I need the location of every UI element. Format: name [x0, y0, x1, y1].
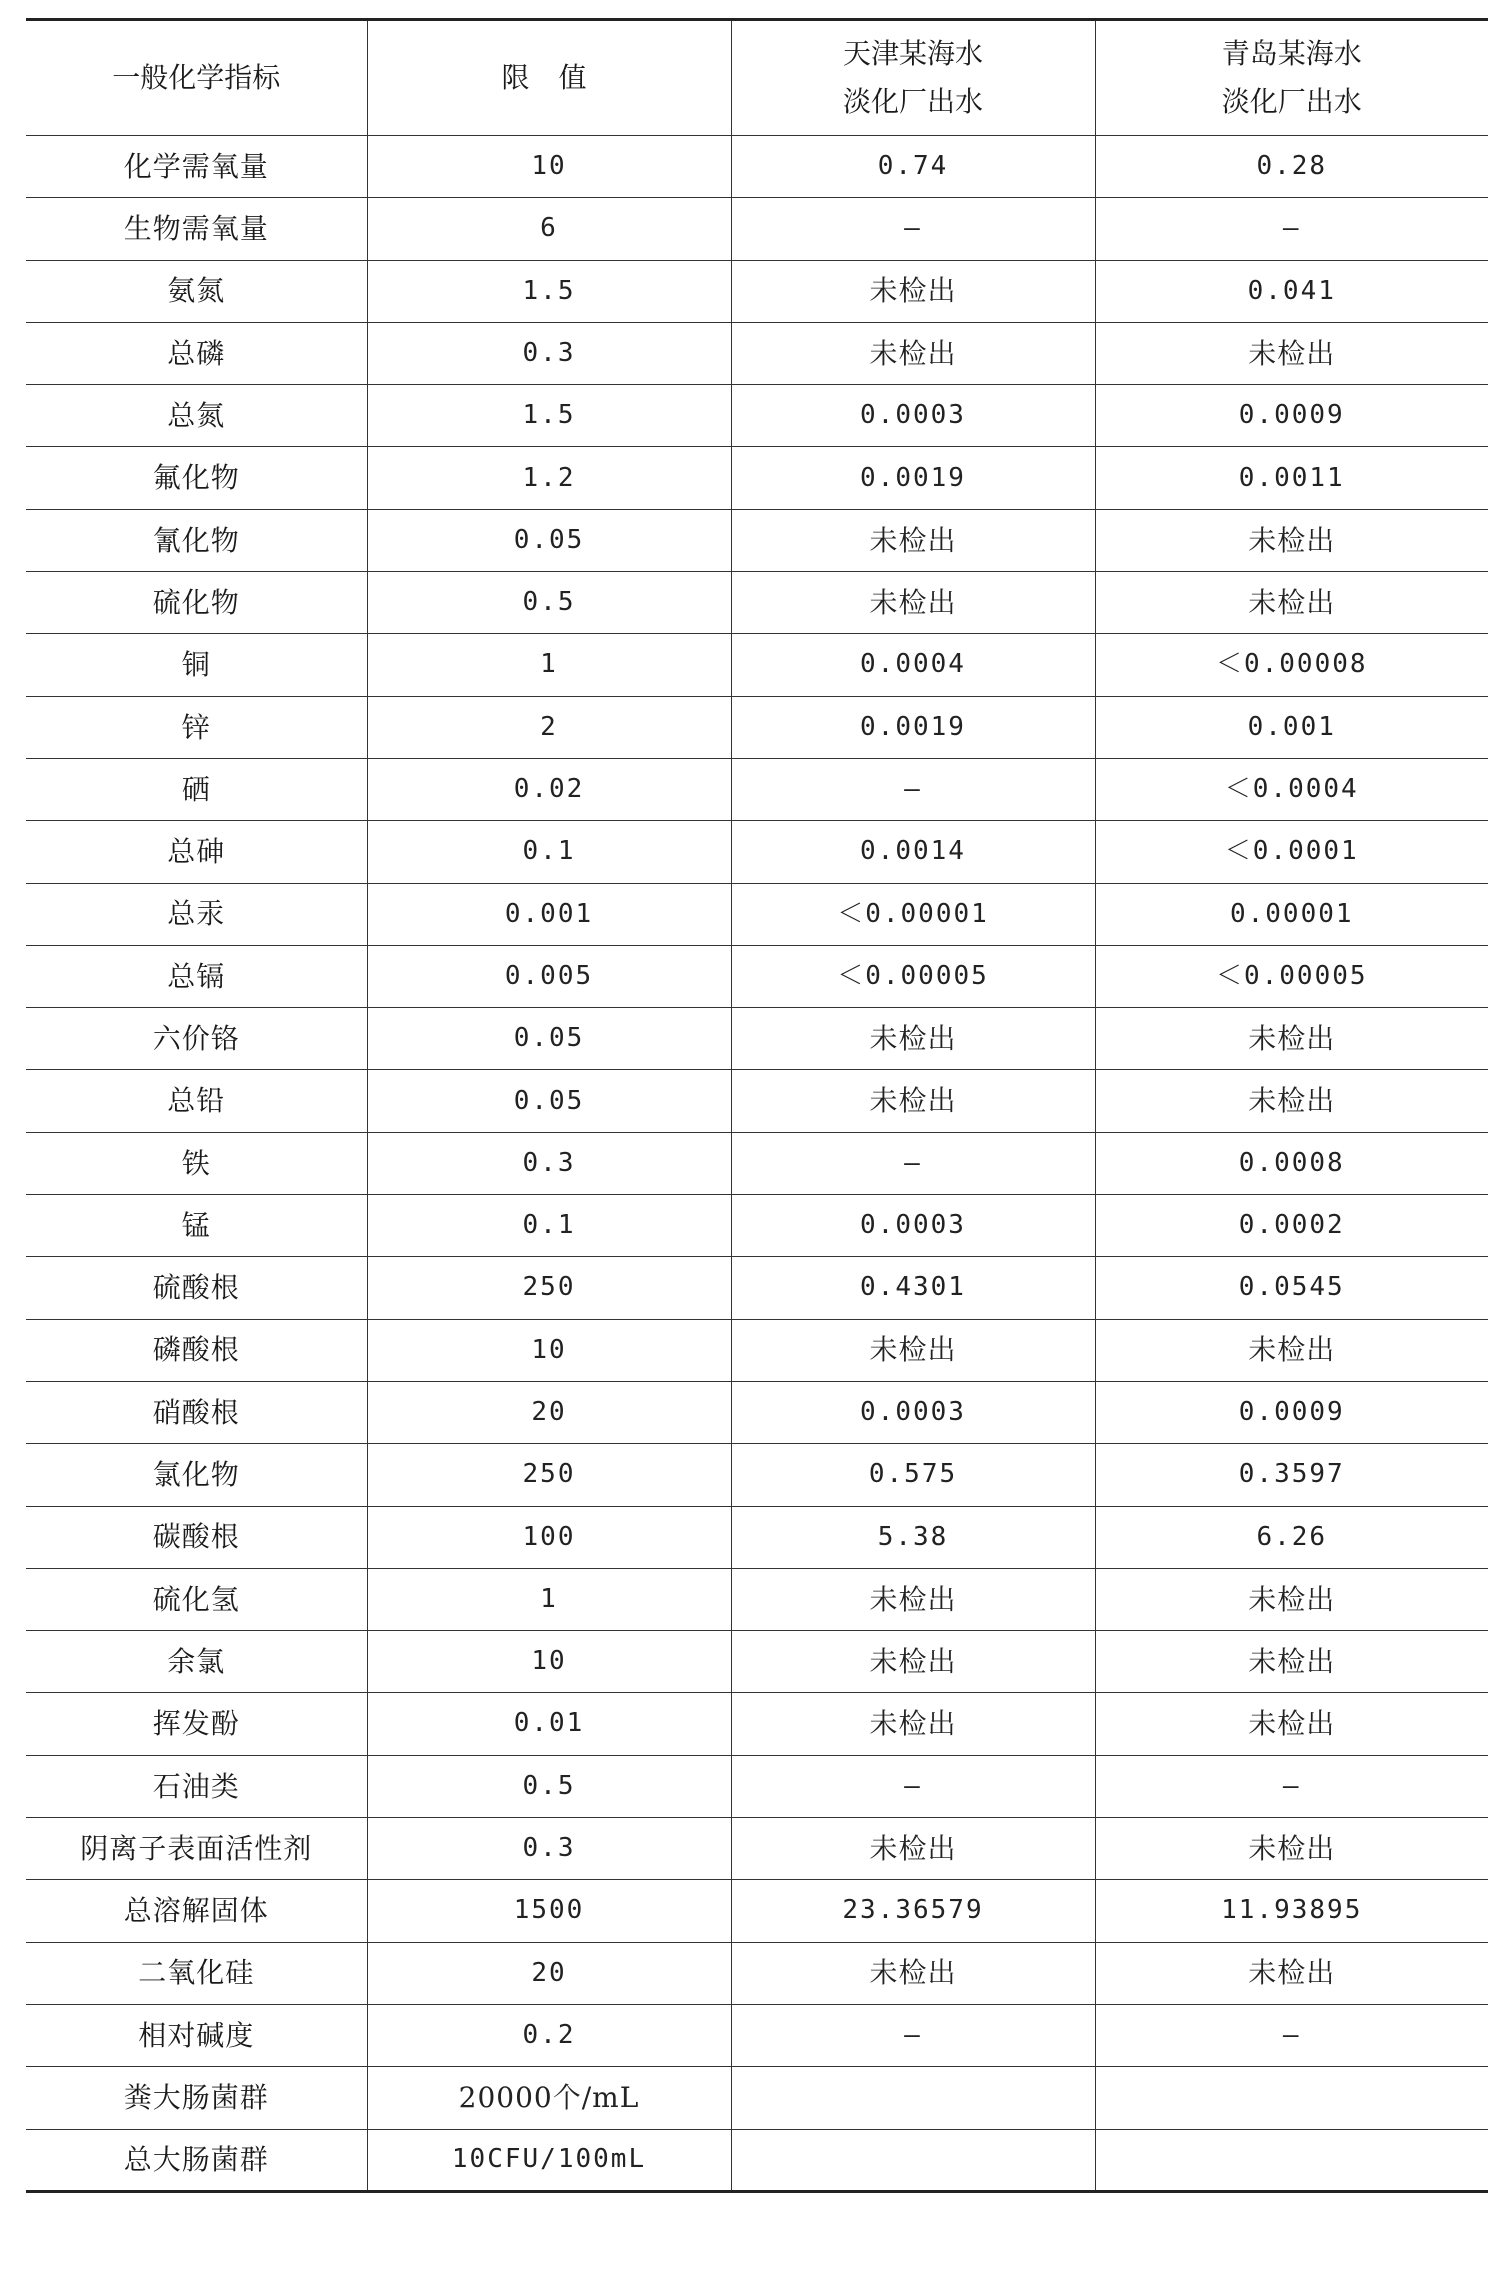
- tianjin-value-cell: 0.74: [731, 136, 1095, 198]
- indicator-name-cell: 铜: [26, 634, 367, 696]
- indicator-name-cell: 硝酸根: [26, 1381, 367, 1443]
- qingdao-value-cell: 未检出: [1095, 1319, 1488, 1381]
- qingdao-value-cell: ＜0.00008: [1095, 634, 1488, 696]
- tianjin-value-cell: ＜0.00001: [731, 883, 1095, 945]
- table-row: [26, 385, 1488, 447]
- table-body: [26, 136, 1488, 2192]
- limit-value-cell: 0.1: [367, 821, 731, 883]
- qingdao-value-cell: ＜0.0001: [1095, 821, 1488, 883]
- qingdao-value-cell: 11.93895: [1095, 1880, 1488, 1942]
- tianjin-value-cell: 未检出: [731, 1008, 1095, 1070]
- table-header: [26, 20, 1488, 136]
- indicator-name-cell: 化学需氧量: [26, 136, 367, 198]
- limit-value-cell: 20000个/mL: [367, 2067, 731, 2129]
- limit-value-cell: 20: [367, 1381, 731, 1443]
- tianjin-value-cell: 0.0004: [731, 634, 1095, 696]
- limit-value-cell: 0.05: [367, 1070, 731, 1132]
- qingdao-value-cell: 0.0008: [1095, 1132, 1488, 1194]
- indicator-name-cell: 碳酸根: [26, 1506, 367, 1568]
- header-qingdao-line1: 青岛某海水: [1221, 37, 1362, 70]
- tianjin-value-cell: 未检出: [731, 1693, 1095, 1755]
- tianjin-value-cell: 0.0014: [731, 821, 1095, 883]
- indicator-name-cell: 氯化物: [26, 1444, 367, 1506]
- indicator-name-cell: 二氧化硅: [26, 1942, 367, 2004]
- indicator-name-cell: 铁: [26, 1132, 367, 1194]
- indicator-name-cell: 总磷: [26, 322, 367, 384]
- table-row: [26, 1444, 1488, 1506]
- header-tianjin-line2: 淡化厂出水: [842, 85, 983, 118]
- qingdao-value-cell: 0.00001: [1095, 883, 1488, 945]
- indicator-name-cell: 锰: [26, 1195, 367, 1257]
- limit-value-cell: 0.1: [367, 1195, 731, 1257]
- limit-value-cell: 0.5: [367, 1755, 731, 1817]
- qingdao-value-cell: ＜0.0004: [1095, 758, 1488, 820]
- header-qingdao-line2: 淡化厂出水: [1221, 85, 1362, 118]
- qingdao-value-cell: 未检出: [1095, 1942, 1488, 2004]
- limit-value-cell: 1.2: [367, 447, 731, 509]
- table-row: [26, 2129, 1488, 2191]
- limit-value-cell: 0.3: [367, 1818, 731, 1880]
- qingdao-value-cell: 0.0009: [1095, 1381, 1488, 1443]
- limit-value-cell: 20: [367, 1942, 731, 2004]
- limit-value-cell: 0.02: [367, 758, 731, 820]
- water-quality-table-container: [26, 18, 1488, 2193]
- tianjin-value-cell: 未检出: [731, 572, 1095, 634]
- limit-value-cell: 10CFU/100mL: [367, 2129, 731, 2191]
- qingdao-value-cell: 0.001: [1095, 696, 1488, 758]
- tianjin-value-cell: 未检出: [731, 322, 1095, 384]
- limit-value-cell: 1.5: [367, 385, 731, 447]
- limit-value-cell: 10: [367, 1319, 731, 1381]
- qingdao-value-cell: 未检出: [1095, 1693, 1488, 1755]
- indicator-name-cell: 总氮: [26, 385, 367, 447]
- qingdao-value-cell: 未检出: [1095, 1568, 1488, 1630]
- indicator-name-cell: 总铅: [26, 1070, 367, 1132]
- qingdao-value-cell: ＜0.00005: [1095, 945, 1488, 1007]
- tianjin-value-cell: 未检出: [731, 1942, 1095, 2004]
- qingdao-value-cell: 0.3597: [1095, 1444, 1488, 1506]
- tianjin-value-cell: 未检出: [731, 1568, 1095, 1630]
- indicator-name-cell: 六价铬: [26, 1008, 367, 1070]
- indicator-name-cell: 总汞: [26, 883, 367, 945]
- header-indicator-label: 一般化学指标: [112, 61, 281, 94]
- limit-value-cell: 0.5: [367, 572, 731, 634]
- limit-value-cell: 0.3: [367, 322, 731, 384]
- indicator-name-cell: 氟化物: [26, 447, 367, 509]
- indicator-name-cell: 总砷: [26, 821, 367, 883]
- limit-value-cell: 1: [367, 1568, 731, 1630]
- limit-value-cell: 250: [367, 1444, 731, 1506]
- table-row: [26, 634, 1488, 696]
- tianjin-value-cell: [731, 2129, 1095, 2191]
- table-row: [26, 1195, 1488, 1257]
- header-limit: [367, 20, 731, 136]
- tianjin-value-cell: 0.0019: [731, 696, 1095, 758]
- qingdao-value-cell: 未检出: [1095, 1070, 1488, 1132]
- indicator-name-cell: 氰化物: [26, 509, 367, 571]
- table-row: [26, 1755, 1488, 1817]
- qingdao-value-cell: 未检出: [1095, 1818, 1488, 1880]
- table-row: [26, 1381, 1488, 1443]
- indicator-name-cell: 硫酸根: [26, 1257, 367, 1319]
- tianjin-value-cell: [731, 2067, 1095, 2129]
- table-row: [26, 1631, 1488, 1693]
- qingdao-value-cell: —: [1095, 198, 1488, 260]
- header-row: [26, 20, 1488, 136]
- limit-value-cell: 0.3: [367, 1132, 731, 1194]
- table-row: [26, 1506, 1488, 1568]
- limit-value-cell: 250: [367, 1257, 731, 1319]
- tianjin-value-cell: 0.0003: [731, 1381, 1095, 1443]
- indicator-name-cell: 总溶解固体: [26, 1880, 367, 1942]
- header-qingdao: [1095, 20, 1488, 136]
- tianjin-value-cell: 5.38: [731, 1506, 1095, 1568]
- table-row: [26, 2004, 1488, 2066]
- qingdao-value-cell: —: [1095, 2004, 1488, 2066]
- qingdao-value-cell: 未检出: [1095, 322, 1488, 384]
- limit-value-cell: 0.05: [367, 1008, 731, 1070]
- qingdao-value-cell: 0.0011: [1095, 447, 1488, 509]
- indicator-name-cell: 总大肠菌群: [26, 2129, 367, 2191]
- indicator-name-cell: 硫化氢: [26, 1568, 367, 1630]
- indicator-name-cell: 相对碱度: [26, 2004, 367, 2066]
- indicator-name-cell: 粪大肠菌群: [26, 2067, 367, 2129]
- header-indicator: [26, 20, 367, 136]
- table-row: [26, 1008, 1488, 1070]
- limit-value-cell: 100: [367, 1506, 731, 1568]
- qingdao-value-cell: 0.0009: [1095, 385, 1488, 447]
- indicator-name-cell: 余氯: [26, 1631, 367, 1693]
- qingdao-value-cell: 未检出: [1095, 509, 1488, 571]
- limit-value-cell: 0.2: [367, 2004, 731, 2066]
- limit-value-cell: 1.5: [367, 260, 731, 322]
- qingdao-value-cell: [1095, 2067, 1488, 2129]
- tianjin-value-cell: 0.0019: [731, 447, 1095, 509]
- tianjin-value-cell: 0.0003: [731, 1195, 1095, 1257]
- table-row: [26, 447, 1488, 509]
- table-row: [26, 1568, 1488, 1630]
- table-row: [26, 322, 1488, 384]
- indicator-name-cell: 氨氮: [26, 260, 367, 322]
- tianjin-value-cell: 未检出: [731, 509, 1095, 571]
- limit-value-cell: 10: [367, 1631, 731, 1693]
- table-row: [26, 509, 1488, 571]
- table-row: [26, 1257, 1488, 1319]
- indicator-name-cell: 锌: [26, 696, 367, 758]
- indicator-name-cell: 磷酸根: [26, 1319, 367, 1381]
- table-row: [26, 1132, 1488, 1194]
- tianjin-value-cell: —: [731, 2004, 1095, 2066]
- tianjin-value-cell: 未检出: [731, 260, 1095, 322]
- table-row: [26, 260, 1488, 322]
- limit-value-cell: 6: [367, 198, 731, 260]
- indicator-name-cell: 硫化物: [26, 572, 367, 634]
- limit-value-cell: 0.05: [367, 509, 731, 571]
- limit-value-cell: 2: [367, 696, 731, 758]
- qingdao-value-cell: 6.26: [1095, 1506, 1488, 1568]
- qingdao-value-cell: 0.0545: [1095, 1257, 1488, 1319]
- tianjin-value-cell: 未检出: [731, 1631, 1095, 1693]
- qingdao-value-cell: 0.0002: [1095, 1195, 1488, 1257]
- tianjin-value-cell: 23.36579: [731, 1880, 1095, 1942]
- tianjin-value-cell: —: [731, 198, 1095, 260]
- table-row: [26, 1319, 1488, 1381]
- indicator-name-cell: 生物需氧量: [26, 198, 367, 260]
- indicator-name-cell: 挥发酚: [26, 1693, 367, 1755]
- tianjin-value-cell: 未检出: [731, 1818, 1095, 1880]
- table-row: [26, 1880, 1488, 1942]
- limit-value-cell: 1500: [367, 1880, 731, 1942]
- limit-value-cell: 0.001: [367, 883, 731, 945]
- table-row: [26, 136, 1488, 198]
- tianjin-value-cell: 未检出: [731, 1319, 1095, 1381]
- table-row: [26, 1942, 1488, 2004]
- qingdao-value-cell: 0.041: [1095, 260, 1488, 322]
- table-row: [26, 821, 1488, 883]
- qingdao-value-cell: —: [1095, 1755, 1488, 1817]
- table-row: [26, 1070, 1488, 1132]
- table-row: [26, 1693, 1488, 1755]
- table-row: [26, 945, 1488, 1007]
- tianjin-value-cell: ＜0.00005: [731, 945, 1095, 1007]
- tianjin-value-cell: 0.575: [731, 1444, 1095, 1506]
- tianjin-value-cell: —: [731, 758, 1095, 820]
- indicator-name-cell: 石油类: [26, 1755, 367, 1817]
- indicator-name-cell: 总镉: [26, 945, 367, 1007]
- table-row: [26, 883, 1488, 945]
- limit-value-cell: 0.005: [367, 945, 731, 1007]
- table-row: [26, 1818, 1488, 1880]
- header-limit-label: 限 值: [501, 61, 597, 94]
- tianjin-value-cell: —: [731, 1755, 1095, 1817]
- tianjin-value-cell: 0.4301: [731, 1257, 1095, 1319]
- limit-value-cell: 0.01: [367, 1693, 731, 1755]
- header-tianjin: [731, 20, 1095, 136]
- tianjin-value-cell: —: [731, 1132, 1095, 1194]
- water-quality-table: [26, 18, 1488, 2193]
- table-row: [26, 572, 1488, 634]
- tianjin-value-cell: 0.0003: [731, 385, 1095, 447]
- qingdao-value-cell: 0.28: [1095, 136, 1488, 198]
- table-row: [26, 198, 1488, 260]
- indicator-name-cell: 硒: [26, 758, 367, 820]
- indicator-name-cell: 阴离子表面活性剂: [26, 1818, 367, 1880]
- limit-value-cell: 10: [367, 136, 731, 198]
- qingdao-value-cell: 未检出: [1095, 1008, 1488, 1070]
- header-tianjin-line1: 天津某海水: [842, 37, 983, 70]
- qingdao-value-cell: 未检出: [1095, 1631, 1488, 1693]
- tianjin-value-cell: 未检出: [731, 1070, 1095, 1132]
- table-row: [26, 758, 1488, 820]
- table-row: [26, 2067, 1488, 2129]
- qingdao-value-cell: 未检出: [1095, 572, 1488, 634]
- limit-value-cell: 1: [367, 634, 731, 696]
- table-row: [26, 696, 1488, 758]
- qingdao-value-cell: [1095, 2129, 1488, 2191]
